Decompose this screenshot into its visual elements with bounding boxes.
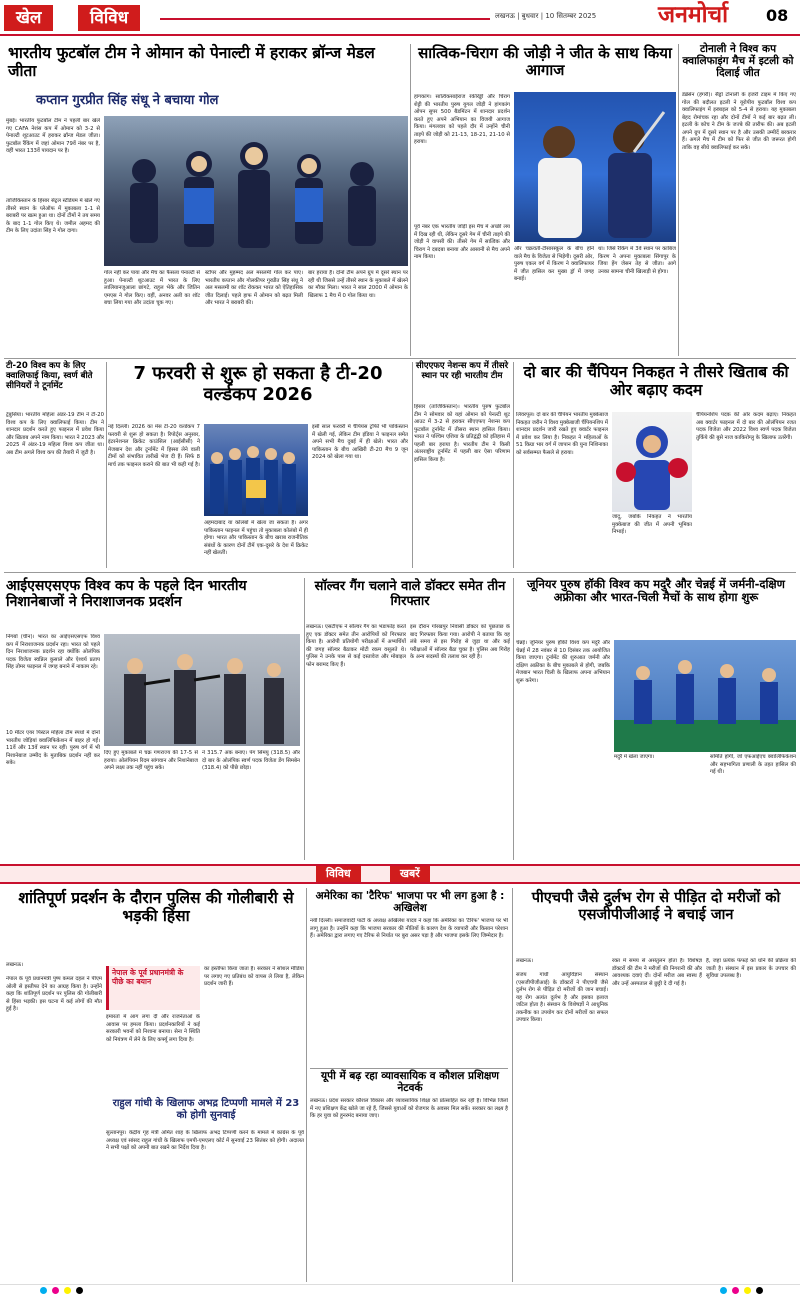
hockey-photo (614, 640, 796, 752)
akhilesh-body: नयी दिल्ली। समाजवादी पार्टी के अध्यक्ष अखिलेश यादव ने कहा कि अमेरिका का 'टैरिफ' भाजपा पर भी लागू हुआ है। उन्होंने कहा कि भाजपा सरकार की नीतियों के कारण देश के व्यापारी और किसान परेशान हैं। अमेरिका द्वारा लगाए गए टैरिफ से निर्यात पर बुरा असर पड़ा है और भाजपा इसके लिए जिम्मेदार है। (310, 918, 508, 940)
divider (678, 44, 679, 356)
two-time-body3: चैंपियनशिप पदक की ओर कदम बढ़ाए। निकहत अब क्वार्टर फाइनल में दो बार की ओलंपियन रजत पदक विजेता और 2022 विश्व स्वर्ण पदक विजेता तुर्किये की बुसे नाज काकिरोग्लु के खिलाफ उतरेंगी। (696, 412, 796, 441)
protest-dateline: लखनऊ। (6, 962, 24, 968)
registration-mark (732, 1287, 739, 1294)
divider (4, 572, 796, 573)
cecil-body: हिसार (ताजिकिस्तान)। भारतीय पुरुष फुटबॉल टीम ने सोमवार को यहां ओमान को पेनल्टी शूट आउट में 3-2 से हराकर सीएएफए नेशन्स कप फुटबॉल टूर्नामेंट में तीसरा स्थान हासिल किया। भारत ने पश्चिम एशिया के प्रतिद्वंद्वी को इतिहास में पहली बार हराया है। भारतीय टीम ने किसी अंतरराष्ट्रीय टूर्नामेंट में पहली बार ऐसा परिणाम हासिल किया है। (414, 404, 510, 463)
registration-bar (0, 1284, 800, 1295)
registration-mark (40, 1287, 47, 1294)
protest-body3: का इस्तीफा किया जाता है। सरकार ने सोशल मीडिया पर लगाए गए प्रतिबंध को वापस ले लिया है, लेकिन प्रदर्शन जारी हैं। (204, 966, 304, 988)
t20-body3: इसी साल फरवरी में चैंपियंस ट्रॉफी भी पाकिस्तान में खेली गई, लेकिन टीम इंडिया ने फाइनल समेत अपने सभी मैच दुबई में ही खेले। भारत और पाकिस्तान के बीच आखिरी टी-20 मैच 9 जून 2024 को खेला गया था। (312, 424, 408, 461)
pull-quote-text: नेपाल के पूर्व प्रधानमंत्री के पीछे का बयान (112, 968, 184, 986)
divider (310, 1068, 508, 1069)
u-women-body: ट्रेबुसिया। भारतीय महिला अंडर-19 टीम ने टी-20 विश्व कप के लिए क्वालिफाई किया। टीम ने शानदार प्रदर्शन करते हुए फाइनल में प्रवेश किया और खिताब अपने नाम किया। भारत ने 2023 और 2025 में अंडर-19 महिला विश्व कप जीता था। अब टीम अगले विश्व कप की तैयारी में जुटी है। (6, 412, 104, 456)
football-col3: स्टॉपर और मुहम्मद अल मसलमी गोल कर पाए। भारतीय कप्तान और गोलकीपर गुरप्रीत सिंह संधू ने अल मसलमी का शॉट रोककर भारत को ऐतिहासिक जीत दिलाई। पहले हाफ में ओमान को बढ़त मिली और भारत ने बराबरी की। (205, 270, 303, 307)
players-illustration (104, 116, 408, 266)
strip-tab-news: खबरें (390, 866, 430, 882)
shooting-photo (104, 634, 300, 746)
protest-body1: नेपाल के पूर्व प्रधानमंत्री पुष्प कमल दहल ने पीएम ओली से इस्तीफा देने का आग्रह किया है। उन्होंने कहा कि शांतिपूर्ण प्रदर्शन पर पुलिस की गोलीबारी से हिंसा भड़की। इस घटना में कई लोगों की मौत हुई है। (6, 976, 102, 1013)
rahul-headline: राहुल गांधी के खिलाफ अभद्र टिप्पणी मामले में 23 को होगी सुनवाई (112, 1098, 300, 1121)
shooting-body2: 10 मीटर एयर पिस्टल महिला टीम स्पर्धा में दोनों भारतीय जोड़ियां क्वालिफिकेशन में बाहर हो गईं। 11वें और 13वें स्थान पर रहीं। पुरुष वर्ग में भी निशानेबाज उम्मीद के मुताबिक प्रदर्शन नहीं कर सके। (6, 730, 100, 767)
hockey-players-illustration (614, 640, 796, 752)
t20-headline: 7 फरवरी से शुरू हो सकता है टी-20 वर्ल्डकप 2026 (133, 363, 383, 405)
u-women-headline: टी-20 विश्व कप के लिए क्वालिफाई किया, स्वर्ण बीते सीनियरों ने टूर्नामेंट (6, 361, 93, 391)
football-col4: बार हराया है। दोनों टीम अपने ग्रुप में दूसरे स्थान पर रही थी जिससे उन्हें तीसरे स्थान के मुकाबले में खेलने का मौका मिला। भारत ने साल 2000 में ओमान के खिलाफ 1 मैच में 0 गोल किया था। (308, 270, 408, 299)
protest-body2: इमारतों में आग लगा दी और राजनेताओं के आवास पर हमला किया। प्रदर्शनकारियों ने कई सरकारी भवनों को निशाना बनाया। सेना ने स्थिति को नियंत्रण में लेने के लिए कर्फ्यू लगा दिया है। (106, 1014, 200, 1043)
satwik-body2: पूर्व नंबर एक भारतीय जोड़ी इस मैच में अच्छी लय में दिख रही थी, लेकिन दूसरे गेम में चीनी ताइपे की जोड़ी ने वापसी की। तीसरे गेम में सात्विक और चिराग ने दबदबा बनाया और आसानी से मैच अपने नाम किया। (414, 224, 510, 261)
akhilesh-headline: अमेरिका का 'टैरिफ' भाजपा पर भी लग हुआ है : अखिलेश (315, 890, 505, 915)
registration-mark (64, 1287, 71, 1294)
divider (410, 44, 411, 356)
upbed-headline: यूपी में बढ़ रहा व्यावसायिक व कौशल प्रशिक्षण नेटवर्क (321, 1070, 499, 1095)
upbed-body: लखनऊ। प्रदेश सरकार कौशल विकास और व्यावसायिक शिक्षा को प्रोत्साहित कर रही है। विभिन्न जिलों में नए प्रशिक्षण केंद्र खोले जा रहे हैं, जिससे युवाओं को रोजगार के अवसर मिल सकें। सरकार का लक्ष्य है कि हर युवा को हुनरमंद बनाया जाए। (310, 1098, 508, 1120)
divider (4, 358, 796, 359)
satwik-body3: और चक्रवर्ती-टीसारस्कूल के बीच होने वाले मैच के विजेता से भिड़ेगी। दूसरी ओर, पुरुष एकल वर्ग में किरण ने क्वालिफायर में जीत हासिल कर मुख्य ड्रॉ में जगह बनाई। (514, 246, 594, 283)
satwik-body4: था। जिसे रैंकिंग में 3वें स्थान पर काबिज किरण ने अपना मुकाबला सिंगापुर के जिया हेंग जेसन तेह से जीता। आगे उनका सामना चीनी खिलाड़ी से होगा। (598, 246, 676, 275)
football-col2: गोल नहीं कर पाया और मैच का फैसला पेनाल्टी से हुआ। पेनाल्टी शूटआउट में भारत के लिए लालियानजुआला छांगटे, राहुल भेके और जितिन एमएस ने गोल किए। वहीं, अनवर अली का शॉट बचा लिया गया और उदांता चूक गए। (104, 270, 200, 307)
paper-name: जनमोर्चा (658, 1, 729, 28)
registration-mark (744, 1287, 751, 1294)
boxer-photo (612, 412, 692, 512)
divider (513, 362, 514, 568)
satwik-photo (514, 92, 676, 242)
pgi-headline: पीएचपी जैसे दुर्लभ रोग से पीड़ित दो मरीजों को एसजीपीजीआई ने बचाई जान (531, 890, 781, 923)
badminton-players-illustration (514, 92, 676, 242)
doctor-body2: इस दौरान गोरखपुर निवासी डॉक्टर को पूछताछ के बाद गिरफ्तार किया गया। आरोपी ने बताया कि वह लंबे समय से इस गिरोह से जुड़ा था और कई परीक्षाओं में सॉल्वर बैठा चुका है। पुलिस अब गिरोह के अन्य सदस्यों की तलाश कर रही है। (410, 624, 510, 661)
two-time-caption: जांदू, जबकि निकहत ने भारतीय मुक्केबाज की जीत में अपनी भूमिका निभाई। (612, 514, 692, 536)
football-body: ताजिकिस्तान के हिसार सेंट्रल स्टेडियम में खेले गए तीसरे स्थान के प्लेऑफ में मुकाबला 1-1 से बराबरी पर खत्म हुआ था। दोनों टीमों ने तय समय के बाद 1-1 गोल किए थे। जमील अहमद की टीम के लिए उदांता सिंह ने गोल दागा। (6, 198, 100, 235)
junior-body2: समिति होंगी, जो एफआईएच क्वालिफिकेशन और सहभागिता प्रणाली के तहत हासिल की गई थी। (710, 754, 796, 776)
divider (513, 578, 514, 860)
pgi-body3: है, जहां प्रत्येक फेफड़े को धोने की प्रक्रिया की जाती है। संस्थान में इस प्रकार के उपचार की सुविधा उपलब्ध है। (706, 958, 796, 980)
page-number: 08 (766, 6, 789, 25)
divider (106, 362, 107, 568)
registration-mark (52, 1287, 59, 1294)
satwik-body1: हांगकांग। सात्विकसाईराज रंकीरेड्डी और चिराग शेट्टी की भारतीय पुरुष युगल जोड़ी ने हांगकांग ओपन सुपर 500 बैडमिंटन में शानदार प्रदर्शन करते हुए अपने अभियान का विजयी आगाज किया। मंगलवार को पहले दौर में उन्होंने चीनी ताइपे की जोड़ी को 21-13, 18-21, 21-10 से हराया। (414, 94, 510, 146)
shooting-body4: ने 315.7 अंक बनाए। पेंग सिमयु (318.5) और दो बार के ओलंपिक स्वर्ण पदक विजेता डेंग सिमबेन (318.4) को पीछे छोड़ा। (202, 750, 300, 772)
t20-photo (204, 424, 308, 516)
junior-caption: मदुरै में खेला जाएगा। (614, 754, 655, 760)
junior-headline: जूनियर पुरुष हॉकी विश्व कप मदुरै और चेन्नई में जर्मनी-दक्षिण अफ्रीका और भारत-चिली मैचों के साथ होगा शुरू (527, 577, 785, 605)
registration-mark (756, 1287, 763, 1294)
strip-tab-misc: विविध (316, 866, 361, 882)
pgi-dateline: लखनऊ। (516, 958, 534, 964)
two-time-headline: दो बार की चैंपियन निकहत ने तीसरे खिताब की ओर बढ़ाए कदम (523, 363, 789, 399)
cecil-headline: सीएएफए नेशन्स कप में तीसरे स्थान पर रही भारतीय टीम (415, 361, 509, 381)
divider (412, 362, 413, 568)
boxer-illustration (612, 412, 692, 512)
rahul-body: सुल्तानपुर। केंद्रीय गृह मंत्री अमित शाह के खिलाफ अभद्र टिप्पणी करने के मामले में कांग्रेस के पूर्व अध्यक्ष एवं सांसद राहुल गांधी के खिलाफ एमपी-एमएलए कोर्ट में सुनवाई 23 सितंबर को होगी। अदालत ने सभी पक्षों को अपनी बात रखने का निर्देश दिया है। (106, 1130, 304, 1152)
tab-sports: खेल (4, 5, 53, 31)
cricket-team-illustration (204, 424, 308, 516)
pgi-body1: संजय गांधी आयुर्विज्ञान संस्थान (एसजीपीजीआई) के डॉक्टरों ने पीएचपी जैसे दुर्लभ रोग से पीड़ित दो मरीजों की जान बचाई। यह रोग अत्यंत दुर्लभ है और इसका इलाज जटिल होता है। संस्थान के विशेषज्ञों ने आधुनिक तकनीक का उपयोग कर दोनों मरीजों का सफल उपचार किया। (516, 972, 608, 1024)
shooters-illustration (104, 634, 300, 746)
protest-pull-quote (106, 966, 200, 1010)
registration-mark (76, 1287, 83, 1294)
football-photo (104, 116, 408, 266)
divider (306, 888, 307, 1282)
doctor-headline: सॉल्वर गैंग चलाने वाले डॉक्टर समेत तीन गिरफ्तार (314, 579, 506, 609)
t20-body2: अहमदाबाद या कोलंबो में खेला जा सकता है। अगर पाकिस्तान फाइनल में पहुंचा तो मुकाबला कोलंबो में ही होगा। भारत और पाकिस्तान के बीच खराब राजनीतिक संबंधों के कारण दोनों टीमें एक-दूसरे के देश में क्रिकेट नहीं खेलतीं। (204, 520, 308, 557)
dateline: लखनऊ | बुधवार | 10 सितम्बर 2025 (495, 12, 597, 20)
football-subhead: कप्तान गुरप्रीत सिंह संधू ने बचाया गोल (36, 93, 219, 108)
tonali-body: डेब्रेसेन (हंगरी)। सैंड्रो टोनाली के इंजरी टाइम में किए गए गोल की बदौलत इटली ने यूरोपीय फुटबॉल विश्व कप क्वालिफाइंग में इस्त्राइल को 5-4 से हराया। यह मुकाबला बेहद रोमांचक रहा और दोनों टीमों ने कई बार बढ़त ली। इटली के कोच ने टीम के जज्बे की तारीफ की। अब इटली अपने ग्रुप में दूसरे स्थान पर है और उसकी उम्मीदें बरकरार हैं। अगले मैच में टीम को फिर से जीत की जरूरत होगी ताकि वह सीधे क्वालिफाई कर सके। (682, 92, 796, 151)
masthead-rule (160, 18, 490, 20)
tab-misc: विविध (78, 5, 140, 31)
satwik-headline: सात्विक-चिराग की जोड़ी ने जीत के साथ किया आगाज (418, 44, 672, 80)
shooting-body1: निंगबो (चीन)। भारत का आईएसएसएफ विश्व कप में निराशाजनक प्रदर्शन रहा। भारत को पहले दिन निराशाजनक प्रदर्शन रहा क्योंकि ओलंपिक पदक विजेता स्वप्निल कुसाले और ऐश्वर्य प्रताप सिंह तोमर फाइनल में जगह बनाने में नाकाम रहे। (6, 634, 100, 671)
football-headline: भारतीय फुटबॉल टीम ने ओमान को पेनाल्टी में हराकर ब्रॉन्ज मेडल जीता (8, 44, 375, 80)
tonali-headline: टोनाली ने विश्व कप क्वालिफाइंग मैच में इटली को दिलाई जीत (682, 43, 794, 80)
protest-headline: शांतिपूर्ण प्रदर्शन के दौरान पुलिस की गोलीबारी से भड़की हिंसा (18, 889, 294, 925)
shooting-body3: दिए हुए मुकाबले में चक्र गणराज्य की 17-5 से हराया। ओलंपियन रिदम सांगवान और निशानेबाज अपने लक्ष्य तक नहीं पहुंच सके। (104, 750, 198, 772)
divider (512, 888, 513, 1282)
masthead (0, 0, 800, 36)
football-lead: मुंबई। भारतीय फुटबॉल टीम ने पहली बार खेले गए CAFA नेशंस कप में ओमान को 3-2 से पेनाल्टी शूटआउट में हराकर ब्रॉन्ज मेडल जीता। फुटबॉल रैंकिंग में जहां ओमान 79वें नंबर पर है, वहीं भारत 133वें पायदान पर है। (6, 118, 100, 155)
t20-body1: नई दिल्ली। 2026 का मेंस टी-20 वर्ल्डकप 7 फरवरी से शुरू हो सकता है। रिपोर्ट्स अनुसार, इंटरनेशनल क्रिकेट काउंसिल (आईसीसी) ने मेजबान देश और टूर्नामेंट में हिस्सा लेने वाली टीमों को संभावित तारीखें भेज दी हैं। सिर्फ 8 मार्च तक फाइनल कराने की बात भी कही गई है। (108, 424, 200, 468)
doctor-body1: लखनऊ। एसटीएफ ने सॉल्वर गैंग का भंडाफोड़ करते हुए एक डॉक्टर समेत तीन आरोपियों को गिरफ्तार किया है। आरोपी प्रतियोगी परीक्षाओं में अभ्यर्थियों की जगह सॉल्वर बैठाकर मोटी रकम वसूलते थे। पुलिस ने उनके पास से कई दस्तावेज और मोबाइल फोन बरामद किए हैं। (306, 624, 406, 668)
junior-body1: चेन्नई। जूनियर पुरुष हॉकी विश्व कप मदुरै और चेन्नई में 28 नवंबर से 10 दिसंबर तक आयोजित किया जाएगा। टूर्नामेंट की शुरुआत जर्मनी और दक्षिण अफ्रीका के बीच मुकाबले से होगी, जबकि मेजबान भारत चिली के खिलाफ अपना अभियान शुरू करेगा। (516, 640, 610, 684)
two-time-body1: लिवरपूल। दो बार की चैंपियन भारतीय मुक्केबाज निकहत जरीन ने विश्व मुक्केबाजी चैंपियनशिप में शानदार प्रदर्शन जारी रखते हुए क्वार्टर फाइनल में प्रवेश कर लिया है। निकहत ने महिलाओं के 51 किग्रा भार वर्ग में जापान की युना निशिनाका को सर्वसम्मत फैसले से हराया। (516, 412, 608, 456)
pgi-body2: रक्त में समय से असंतुलन होता है। विशेषज्ञ डॉक्टरों की टीम ने मरीजों की निगरानी की और आवश्यक दवाएं दीं। दोनों मरीज अब स्वस्थ हैं और उन्हें अस्पताल से छुट्टी दे दी गई है। (612, 958, 702, 987)
shooting-headline: आईएसएसएफ विश्व कप के पहले दिन भारतीय निशानेबाजों ने निराशाजनक प्रदर्शन (6, 578, 247, 611)
divider (304, 578, 305, 860)
registration-mark (720, 1287, 727, 1294)
